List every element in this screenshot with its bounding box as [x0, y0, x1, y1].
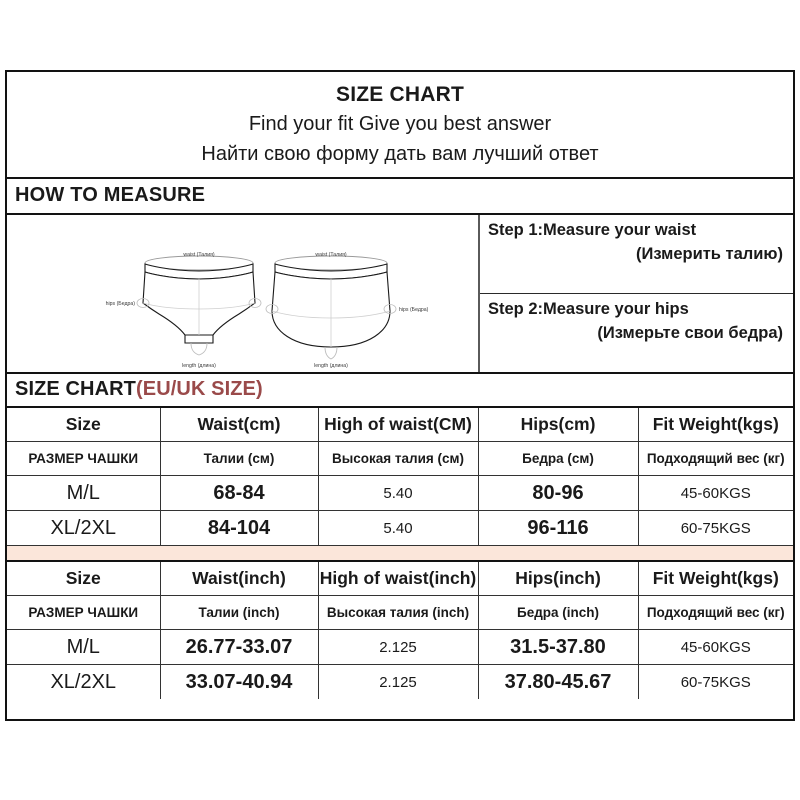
how-to-measure-label: HOW TO MEASURE — [15, 184, 206, 207]
inch-row2-weight: 60-75KGS — [680, 673, 751, 691]
cm-header-ru-waist: Талии (см) — [160, 442, 318, 476]
inch-row1-high: 2.125 — [318, 630, 478, 665]
cm-header-fit-weight: Fit Weight(kgs) — [638, 408, 793, 442]
cm-header-ru-fit-weight: Подходящий вес (кг) — [638, 442, 793, 476]
table-row — [7, 630, 793, 665]
left-hips-label: hips (Бедра) — [105, 301, 135, 308]
cm-row1-hips: 80-96 — [478, 476, 638, 511]
table-row — [7, 562, 793, 596]
inch-header-hips: Hips(inch) — [478, 562, 638, 596]
cm-header-ru-hips: Бедра (см) — [478, 442, 638, 476]
table-row — [7, 442, 793, 476]
garment-diagram — [7, 215, 478, 372]
left-length-label: length (длина) — [182, 363, 216, 370]
cm-header-hips: Hips(cm) — [478, 408, 638, 442]
table-row — [7, 665, 793, 700]
inch-row2-hips: 37.80-45.67 — [478, 665, 638, 700]
table-row — [7, 511, 793, 546]
measure-step-2 — [480, 294, 793, 372]
table-row — [7, 596, 793, 630]
inch-row2-size: XL/2XL — [7, 665, 160, 700]
cm-header-ru-high-of-waist: Высокая талия (см) — [318, 442, 478, 476]
size-chart-heading-main: SIZE CHART — [15, 378, 136, 401]
step-1-text-en: Step 1:Measure your waist — [488, 221, 697, 240]
subtitle-russian: Найти свою форму дать вам лучший ответ — [201, 143, 599, 166]
inch-row2-high: 2.125 — [318, 665, 478, 700]
cm-header-waist: Waist(cm) — [160, 408, 318, 442]
inch-row2-waist: 33.07-40.94 — [160, 665, 318, 700]
inch-header-ru-hips: Бедра (inch) — [478, 596, 638, 630]
table-row — [7, 476, 793, 511]
inch-header-ru-fit-weight: Подходящий вес (кг) — [638, 596, 793, 630]
step-2-text-ru: (Измерьте свои бедра) — [597, 324, 783, 343]
inch-header-ru-high-of-waist: Высокая талия (inch) — [318, 596, 478, 630]
page-title: SIZE CHART — [336, 83, 464, 106]
size-chart-card — [5, 70, 795, 721]
inch-row1-hips: 31.5-37.80 — [478, 630, 638, 665]
inch-row1-waist: 26.77-33.07 — [160, 630, 318, 665]
size-chart-heading-accent: (EU/UK SIZE) — [136, 378, 263, 401]
cm-row2-size: XL/2XL — [7, 511, 160, 546]
cm-row2-hips: 96-116 — [478, 511, 638, 546]
right-length-label: length (длина) — [314, 363, 348, 370]
step-1-text-ru: (Измерить талию) — [635, 245, 783, 264]
right-hips-label: hips (Бедра) — [399, 307, 429, 314]
cm-row1-weight: 45-60KGS — [638, 476, 793, 511]
cm-header-ru-size: РАЗМЕР ЧАШКИ — [7, 442, 160, 476]
subtitle-english: Find your fit Give you best answer — [248, 113, 552, 136]
cm-row1-high: 5.40 — [318, 476, 478, 511]
cm-row2-waist: 84-104 — [160, 511, 318, 546]
inch-header-waist: Waist(inch) — [160, 562, 318, 596]
how-to-measure-row — [7, 179, 793, 215]
chart-header — [7, 72, 793, 179]
size-chart-heading — [7, 374, 793, 408]
measure-step-1 — [480, 215, 793, 294]
measure-steps — [480, 215, 793, 372]
section-divider-band — [7, 545, 793, 562]
inch-header-high-of-waist: High of waist(inch) — [318, 562, 478, 596]
inch-row1-size: M/L — [7, 630, 160, 665]
cm-header-size: Size — [7, 408, 160, 442]
cm-row1-size: M/L — [7, 476, 160, 511]
cm-row1-waist: 68-84 — [160, 476, 318, 511]
step-2-text-en: Step 2:Measure your hips — [488, 300, 689, 319]
inch-header-fit-weight: Fit Weight(kgs) — [638, 562, 793, 596]
table-row — [7, 408, 793, 442]
size-table-cm — [7, 408, 793, 545]
garment-diagram-cell — [7, 215, 480, 372]
inch-header-ru-waist: Талии (inch) — [160, 596, 318, 630]
inch-header-size: Size — [7, 562, 160, 596]
measure-block — [7, 215, 793, 374]
right-waist-label: waist (Талия) — [315, 252, 347, 259]
cm-header-high-of-waist: High of waist(CM) — [318, 408, 478, 442]
left-waist-label: waist (Талия) — [183, 252, 215, 259]
cm-row2-weight: 60-75KGS — [680, 519, 751, 537]
size-table-inch — [7, 562, 793, 699]
inch-row1-weight: 45-60KGS — [638, 630, 793, 665]
cm-row2-high: 5.40 — [318, 511, 478, 546]
inch-header-ru-size: РАЗМЕР ЧАШКИ — [7, 596, 160, 630]
